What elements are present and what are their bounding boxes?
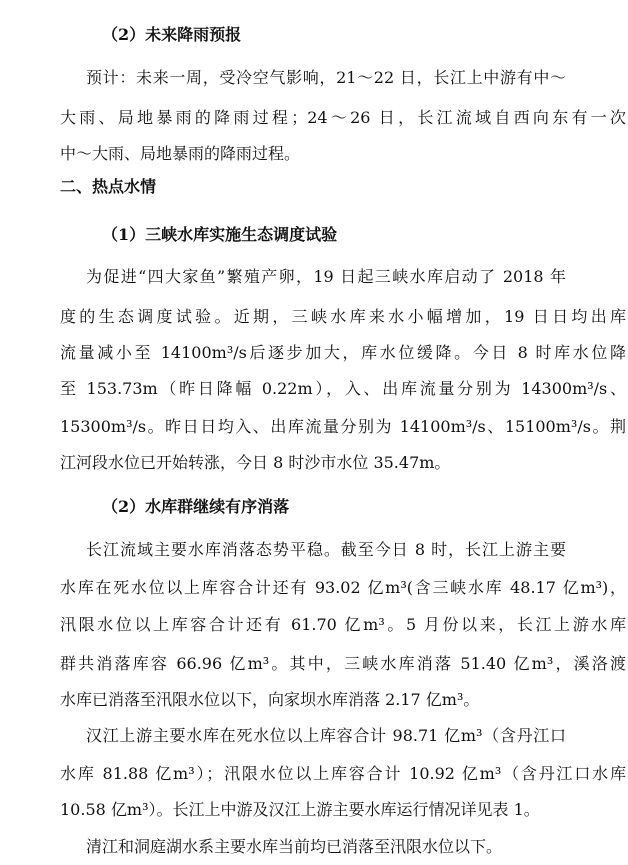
- reservoirs-line: 水库 81.88 亿m³）；汛限水位以上库容合计 10.92 亿m³（含丹江口水库: [60, 764, 626, 783]
- sanxia-line: 至 153.73m（昨日降幅 0.22m），入、出库流量分别为 14300m³/s、: [60, 379, 626, 398]
- reservoirs-line: 汛限水位以上库容合计还有 61.70 亿m³。5 月份以来，长江上游水库: [60, 615, 626, 634]
- forecast-heading: （2）未来降雨预报: [102, 25, 242, 44]
- reservoirs-heading: （2）水库群继续有序消落: [102, 497, 290, 516]
- reservoirs-line: 长江流域主要水库消落态势平稳。截至今日 8 时，长江上游主要: [86, 540, 566, 559]
- forecast-line: 预计：未来一周，受冷空气影响，21～22 日，长江上中游有中～: [86, 68, 566, 87]
- sanxia-line: 15300m³/s。昨日日均入、出库流量分别为 14100m³/s、15100m³/s。荆: [60, 417, 626, 436]
- reservoirs-line: 10.58 亿m³）。长江上中游及汉江上游主要水库运行情况详见表 1。: [60, 800, 540, 819]
- reservoirs-line: 群共消落库容 66.96 亿m³。其中，三峡水库消落 51.40 亿m³，溪洛渡: [60, 654, 626, 673]
- reservoirs-line: 清江和洞庭湖水系主要水库当前均已消落至汛限水位以下。: [86, 837, 503, 856]
- hot-water-heading: 二、热点水情: [60, 177, 157, 196]
- sanxia-heading: （1）三峡水库实施生态调度试验: [102, 225, 338, 244]
- sanxia-line: 度的生态调度试验。近期，三峡水库来水小幅增加，19 日日均出库: [60, 307, 626, 326]
- sanxia-line: 流量减小至 14100m³/s后逐步加大，库水位缓降。今日 8 时库水位降: [60, 343, 626, 362]
- reservoirs-line: 水库在死水位以上库容合计还有 93.02 亿m³(含三峡水库 48.17 亿m³)，: [60, 578, 626, 597]
- sanxia-line: 为促进“四大家鱼”繁殖产卵，19 日起三峡水库启动了 2018 年: [86, 267, 566, 286]
- forecast-line: 中～大雨、局地暴雨的降雨过程。: [60, 144, 301, 163]
- reservoirs-line: 水库已消落至汛限水位以下，向家坝水库消落 2.17 亿m³。: [60, 690, 480, 709]
- forecast-line: 大雨、局地暴雨的降雨过程；24～26 日，长江流域自西向东有一次: [60, 108, 626, 127]
- reservoirs-line: 汉江上游主要水库在死水位以上库容合计 98.71 亿m³（含丹江口: [86, 726, 566, 745]
- sanxia-line: 江河段水位已开始转涨，今日 8 时沙市水位 35.47m。: [60, 453, 451, 472]
